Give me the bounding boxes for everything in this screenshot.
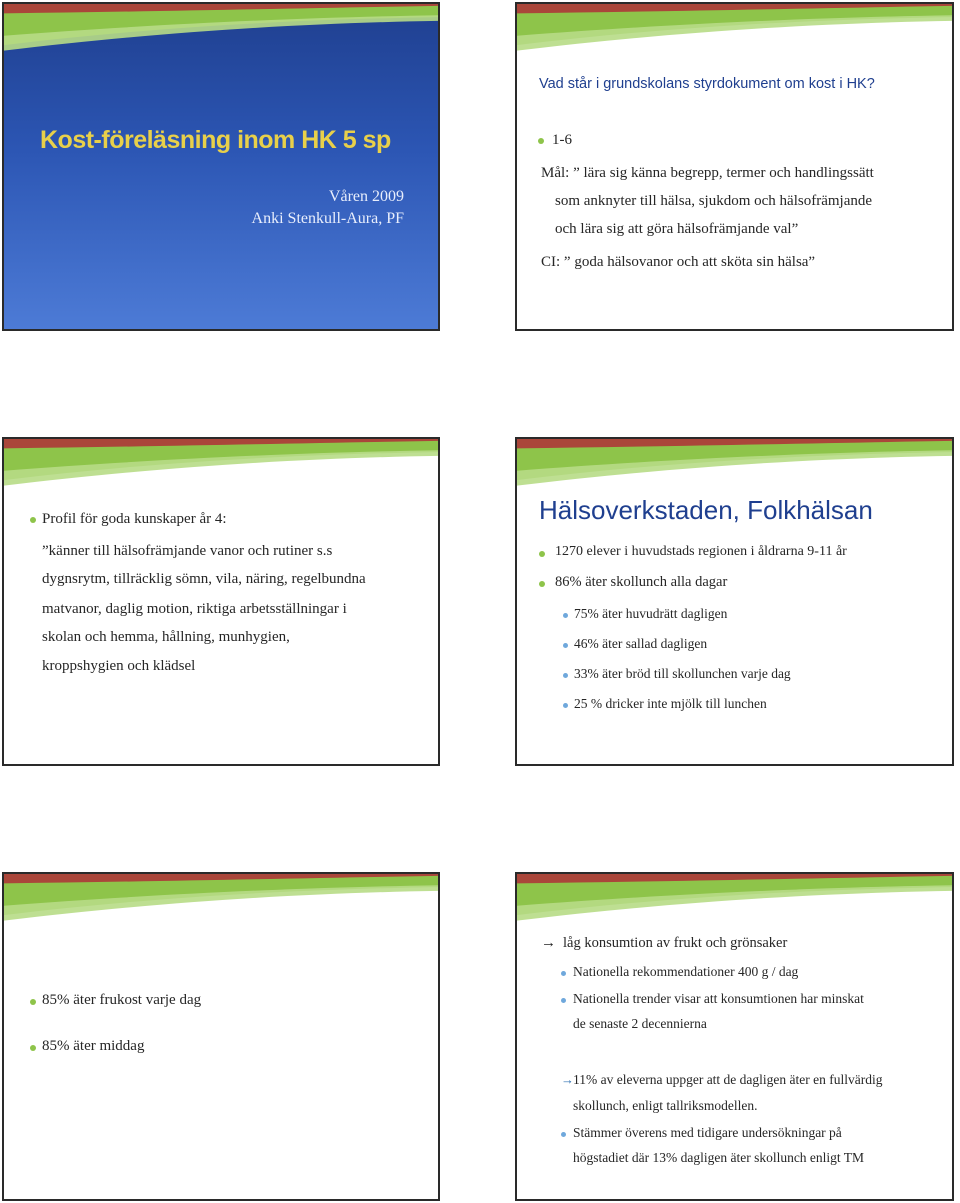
decorative-ribbon <box>4 4 438 60</box>
low-consumption-line: låg konsumtion av frukt och grönsaker <box>563 935 788 951</box>
bullet-icon <box>539 551 545 557</box>
decorative-ribbon <box>4 874 438 930</box>
stat-lunch: 86% äter skollunch alla dagar <box>555 574 728 590</box>
profile-line-1: ”känner till hälsofrämjande vanor och rutiner s.s <box>42 543 333 559</box>
bullet-icon <box>538 138 544 144</box>
slide-title: Hälsoverkstaden, Folkhälsan <box>539 495 873 525</box>
stat-breakfast: 85% äter frukost varje dag <box>42 992 202 1008</box>
slide-4 <box>515 437 954 766</box>
decorative-ribbon <box>4 439 438 495</box>
subtitle-author: Anki Stenkull-Aura, PF <box>251 210 404 227</box>
recommendation-line: Nationella rekommendationer 400 g / dag <box>573 964 799 979</box>
trend-line-2: de senaste 2 decennierna <box>573 1016 707 1031</box>
decorative-ribbon <box>517 4 952 60</box>
sub-bullet-icon <box>563 643 568 648</box>
bullet-grade: 1-6 <box>552 132 572 148</box>
slide-6 <box>515 872 954 1201</box>
sub-bullet-icon <box>563 673 568 678</box>
slide-1 <box>2 2 440 331</box>
trend-line-1: Nationella trender visar att konsumtionen har minskat <box>573 991 864 1006</box>
comparison-line-1: Stämmer överens med tidigare undersökningar på <box>573 1125 842 1140</box>
sub-bullet-icon <box>563 613 568 618</box>
bullet-icon <box>30 517 36 523</box>
arrow-right-icon: → <box>541 934 556 951</box>
stat-students: 1270 elever i huvudstads regionen i åldrarna 9-11 år <box>555 544 847 559</box>
fullmeal-line-2: skollunch, enligt tallriksmodellen. <box>573 1098 758 1113</box>
sub-bullet-icon <box>561 1132 566 1137</box>
profile-heading: Profil för goda kunskaper år 4: <box>42 511 227 527</box>
fullmeal-line-1: 11% av eleverna uppger att de dagligen äter en fullvärdig <box>573 1072 883 1087</box>
goal-line-2: som anknyter till hälsa, sjukdom och hälsofrämjande <box>555 193 873 209</box>
stat-milk: 25 % dricker inte mjölk till lunchen <box>574 696 767 711</box>
profile-line-4: skolan och hemma, hållning, munhygien, <box>42 629 290 645</box>
goal-line-3: och lära sig att göra hälsofrämjande val” <box>555 221 799 237</box>
slide-title: Kost-föreläsning inom HK 5 sp <box>40 126 391 154</box>
profile-line-2: dygnsrytm, tillräcklig sömn, vila, näring, regelbundna <box>42 571 366 587</box>
slide-3 <box>2 437 440 766</box>
stat-bread: 33% äter bröd till skollunchen varje dag <box>574 666 791 681</box>
decorative-ribbon <box>517 439 952 495</box>
arrow-right-icon: → <box>561 1072 574 1087</box>
bullet-icon <box>30 999 36 1005</box>
decorative-ribbon <box>517 874 952 930</box>
slide-heading: Vad står i grundskolans styrdokument om kost i HK? <box>539 76 875 92</box>
bullet-icon <box>539 581 545 587</box>
sub-bullet-icon <box>561 998 566 1003</box>
stat-dinner: 85% äter middag <box>42 1038 145 1054</box>
stat-salad: 46% äter sallad dagligen <box>574 636 708 651</box>
bullet-icon <box>30 1045 36 1051</box>
slide-2 <box>515 2 954 331</box>
subtitle-date: Våren 2009 <box>328 188 404 205</box>
slide-5 <box>2 872 440 1201</box>
goal-line-1: Mål: ” lära sig känna begrepp, termer och handlingssätt <box>541 165 874 181</box>
profile-line-5: kroppshygien och klädsel <box>42 658 196 674</box>
stat-main-course: 75% äter huvudrätt dagligen <box>574 606 728 621</box>
sub-bullet-icon <box>563 703 568 708</box>
ci-line: CI: ” goda hälsovanor och att sköta sin hälsa” <box>541 254 816 270</box>
sub-bullet-icon <box>561 971 566 976</box>
profile-line-3: matvanor, daglig motion, riktiga arbetsställningar i <box>42 601 347 617</box>
comparison-line-2: högstadiet där 13% dagligen äter skollunch enligt TM <box>573 1150 865 1165</box>
